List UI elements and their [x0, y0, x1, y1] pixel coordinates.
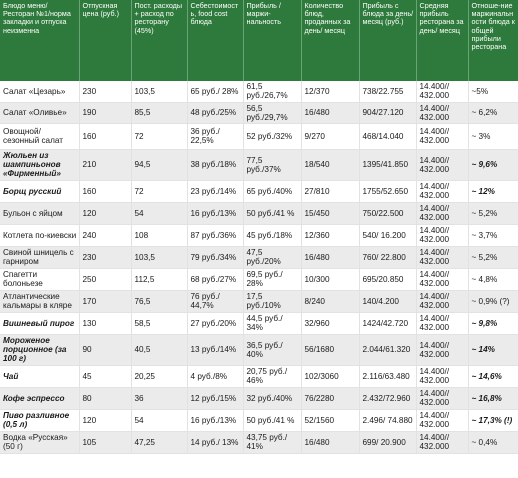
cell-food-cost: 12 руб./15% — [187, 387, 243, 409]
cell-price: 105 — [79, 431, 131, 453]
cell-margin-ratio: ~ 3,7% — [468, 224, 518, 246]
cell-quantity: 27/810 — [301, 180, 359, 202]
cell-dish-name: Овощной/ сезонный салат — [0, 123, 79, 149]
cell-price: 130 — [79, 312, 131, 334]
header-fixed-costs: Пост. расходы + расход по ресторану (45%) — [131, 0, 187, 81]
cell-price: 230 — [79, 246, 131, 268]
cell-food-cost: 4 руб./8% — [187, 365, 243, 387]
cell-food-cost: 16 руб./13% — [187, 409, 243, 431]
cell-dish-profit: 904/27.120 — [359, 102, 416, 123]
table-row — [0, 123, 518, 149]
cell-food-cost: 27 руб./20% — [187, 312, 243, 334]
cell-fixed-costs: 58,5 — [131, 312, 187, 334]
cell-avg-profit: 14.400// 432.000 — [416, 334, 468, 365]
cell-margin-ratio: ~ 6,2% — [468, 102, 518, 123]
cell-dish-profit: 1755/52.650 — [359, 180, 416, 202]
cell-avg-profit: 14.400// 432.000 — [416, 290, 468, 312]
cell-avg-profit: 14.400// 432.000 — [416, 246, 468, 268]
cell-avg-profit: 14.400// 432.000 — [416, 268, 468, 290]
cell-avg-profit: 14.400// 432.000 — [416, 123, 468, 149]
cell-food-cost: 13 руб./14% — [187, 334, 243, 365]
cell-dish-name: Свиной шницель с гарниром — [0, 246, 79, 268]
header-dish: Блюдо меню/ Ресторан №1/норма закладки и отпуска неизменна — [0, 0, 79, 81]
cell-quantity: 15/450 — [301, 202, 359, 224]
cell-dish-profit: 1395/41.850 — [359, 149, 416, 180]
cell-dish-name: Чай — [0, 365, 79, 387]
cell-fixed-costs: 40,5 — [131, 334, 187, 365]
cell-avg-profit: 14.400// 432.000 — [416, 431, 468, 453]
cell-margin: 56,5 руб./29,7% — [243, 102, 301, 123]
cell-margin: 77,5 руб./37% — [243, 149, 301, 180]
cell-dish-profit: 699/ 20.900 — [359, 431, 416, 453]
cell-margin-ratio: ~ 3% — [468, 123, 518, 149]
table-row — [0, 180, 518, 202]
table-body — [0, 81, 518, 453]
cell-avg-profit: 14.400// 432.000 — [416, 224, 468, 246]
cell-margin-ratio: ~ 5,2% — [468, 246, 518, 268]
cell-avg-profit: 14.400// 432.000 — [416, 102, 468, 123]
cell-price: 80 — [79, 387, 131, 409]
cell-fixed-costs: 72 — [131, 180, 187, 202]
cell-avg-profit: 14.400// 432.000 — [416, 180, 468, 202]
cell-avg-profit: 14.400// 432.000 — [416, 81, 468, 102]
cell-margin: 61,5 руб./26,7% — [243, 81, 301, 102]
cell-avg-profit: 14.400// 432.000 — [416, 149, 468, 180]
cell-fixed-costs: 85,5 — [131, 102, 187, 123]
cell-margin: 32 руб./40% — [243, 387, 301, 409]
table-row — [0, 312, 518, 334]
cell-food-cost: 48 руб./25% — [187, 102, 243, 123]
cell-margin: 47,5 руб./20% — [243, 246, 301, 268]
cell-price: 250 — [79, 268, 131, 290]
cell-dish-name: Вишневый пирог — [0, 312, 79, 334]
header-margin: Прибыль /маржи-нальность — [243, 0, 301, 81]
cell-margin: 52 руб./32% — [243, 123, 301, 149]
cell-margin-ratio: ~ 17,3% (!) — [468, 409, 518, 431]
cell-food-cost: 76 руб./ 44,7% — [187, 290, 243, 312]
cell-quantity: 12/370 — [301, 81, 359, 102]
table-row — [0, 365, 518, 387]
cell-price: 45 — [79, 365, 131, 387]
cell-margin-ratio: ~ 0,4% — [468, 431, 518, 453]
cell-dish-profit: 750/22.500 — [359, 202, 416, 224]
cell-dish-name: Спагетти болоньезе — [0, 268, 79, 290]
cell-dish-name: Атлантические кальмары в кляре — [0, 290, 79, 312]
cell-dish-name: Котлета по-киевски — [0, 224, 79, 246]
cell-quantity: 32/960 — [301, 312, 359, 334]
cell-dish-profit: 2.044/61.320 — [359, 334, 416, 365]
cell-quantity: 12/360 — [301, 224, 359, 246]
cell-dish-name: Водка «Русская» (50 г) — [0, 431, 79, 453]
cell-fixed-costs: 72 — [131, 123, 187, 149]
header-row — [0, 0, 518, 81]
table-row — [0, 290, 518, 312]
cell-avg-profit: 14.400// 432.000 — [416, 387, 468, 409]
header-margin-ratio: Отноше-ние маржинальности блюда к общей прибыли ресторана — [468, 0, 518, 81]
cell-margin-ratio: ~5% — [468, 81, 518, 102]
table-row — [0, 102, 518, 123]
header-dish-profit: Прибыль с блюда за день/месяц (руб.) — [359, 0, 416, 81]
cell-margin: 50 руб./41 % — [243, 409, 301, 431]
cell-quantity: 52/1560 — [301, 409, 359, 431]
table-row — [0, 246, 518, 268]
cell-quantity: 76/2280 — [301, 387, 359, 409]
cell-avg-profit: 14.400// 432.000 — [416, 409, 468, 431]
cell-margin: 50 руб./41 % — [243, 202, 301, 224]
table-row — [0, 149, 518, 180]
cell-price: 170 — [79, 290, 131, 312]
cell-dish-profit: 540/ 16.200 — [359, 224, 416, 246]
cell-fixed-costs: 54 — [131, 409, 187, 431]
cell-quantity: 102/3060 — [301, 365, 359, 387]
cell-dish-profit: 2.496/ 74.880 — [359, 409, 416, 431]
cell-margin: 45 руб./18% — [243, 224, 301, 246]
cell-food-cost: 68 руб./27% — [187, 268, 243, 290]
cell-quantity: 16/480 — [301, 431, 359, 453]
cell-price: 240 — [79, 224, 131, 246]
cell-quantity: 16/480 — [301, 246, 359, 268]
table-row — [0, 431, 518, 453]
cell-margin-ratio: ~ 14% — [468, 334, 518, 365]
cell-avg-profit: 14.400// 432.000 — [416, 312, 468, 334]
cell-food-cost: 16 руб./13% — [187, 202, 243, 224]
cell-price: 190 — [79, 102, 131, 123]
cell-fixed-costs: 108 — [131, 224, 187, 246]
cell-quantity: 8/240 — [301, 290, 359, 312]
cell-margin: 65 руб./40% — [243, 180, 301, 202]
cell-margin-ratio: ~ 9,8% — [468, 312, 518, 334]
table-row — [0, 387, 518, 409]
table-header — [0, 0, 518, 81]
cell-food-cost: 65 руб./ 28% — [187, 81, 243, 102]
cell-margin: 43,75 руб./ 41% — [243, 431, 301, 453]
table-row — [0, 409, 518, 431]
cell-margin-ratio: ~ 0,9% (?) — [468, 290, 518, 312]
cell-dish-profit: 738/22.755 — [359, 81, 416, 102]
cell-food-cost: 38 руб./18% — [187, 149, 243, 180]
cell-dish-name: Салат «Оливье» — [0, 102, 79, 123]
cell-fixed-costs: 94,5 — [131, 149, 187, 180]
cell-margin-ratio: ~ 5,2% — [468, 202, 518, 224]
cell-fixed-costs: 54 — [131, 202, 187, 224]
cell-price: 90 — [79, 334, 131, 365]
header-food-cost: Себестоимость, food cost блюда — [187, 0, 243, 81]
table-row — [0, 81, 518, 102]
cell-quantity: 56/1680 — [301, 334, 359, 365]
cell-avg-profit: 14.400// 432.000 — [416, 365, 468, 387]
cell-dish-profit: 2.432/72.960 — [359, 387, 416, 409]
cell-dish-name: Салат «Цезарь» — [0, 81, 79, 102]
cell-dish-name: Пиво разливное (0,5 л) — [0, 409, 79, 431]
cell-dish-name: Кофе эспрессо — [0, 387, 79, 409]
cell-food-cost: 79 руб./34% — [187, 246, 243, 268]
cell-price: 120 — [79, 409, 131, 431]
table-row — [0, 334, 518, 365]
cell-margin-ratio: ~ 9,6% — [468, 149, 518, 180]
cell-price: 160 — [79, 180, 131, 202]
cell-fixed-costs: 20,25 — [131, 365, 187, 387]
cell-dish-name: Бульон с яйцом — [0, 202, 79, 224]
cell-fixed-costs: 47,25 — [131, 431, 187, 453]
header-quantity: Количество блюд, проданных за день/ месяц — [301, 0, 359, 81]
cell-dish-name: Жюльен из шампиньонов «Фирменный» — [0, 149, 79, 180]
cell-food-cost: 36 руб./ 22,5% — [187, 123, 243, 149]
cell-dish-profit: 140/4.200 — [359, 290, 416, 312]
cell-price: 230 — [79, 81, 131, 102]
cell-quantity: 16/480 — [301, 102, 359, 123]
cell-fixed-costs: 76,5 — [131, 290, 187, 312]
cell-fixed-costs: 112,5 — [131, 268, 187, 290]
cell-quantity: 10/300 — [301, 268, 359, 290]
cell-price: 160 — [79, 123, 131, 149]
cell-fixed-costs: 103,5 — [131, 81, 187, 102]
cell-dish-name: Борщ русский — [0, 180, 79, 202]
cell-price: 120 — [79, 202, 131, 224]
cell-dish-profit: 468/14.040 — [359, 123, 416, 149]
cell-fixed-costs: 36 — [131, 387, 187, 409]
cell-quantity: 18/540 — [301, 149, 359, 180]
cell-margin: 17,5 руб./10% — [243, 290, 301, 312]
cell-margin-ratio: ~ 12% — [468, 180, 518, 202]
cell-quantity: 9/270 — [301, 123, 359, 149]
cell-margin-ratio: ~ 14,6% — [468, 365, 518, 387]
cell-margin-ratio: ~ 4,8% — [468, 268, 518, 290]
cell-dish-profit: 695/20.850 — [359, 268, 416, 290]
cell-margin: 44,5 руб./ 34% — [243, 312, 301, 334]
table-row — [0, 268, 518, 290]
cell-dish-profit: 2.116/63.480 — [359, 365, 416, 387]
cell-dish-profit: 760/ 22.800 — [359, 246, 416, 268]
table-row — [0, 202, 518, 224]
cell-fixed-costs: 103,5 — [131, 246, 187, 268]
cell-food-cost: 14 руб./ 13% — [187, 431, 243, 453]
cell-price: 210 — [79, 149, 131, 180]
cell-margin: 20,75 руб./ 46% — [243, 365, 301, 387]
cell-avg-profit: 14.400// 432.000 — [416, 202, 468, 224]
cell-dish-name: Мороженое порционное (за 100 г) — [0, 334, 79, 365]
cell-margin-ratio: ~ 16,8% — [468, 387, 518, 409]
cell-margin: 36,5 руб./ 40% — [243, 334, 301, 365]
cell-food-cost: 23 руб./14% — [187, 180, 243, 202]
cell-margin: 69,5 руб./ 28% — [243, 268, 301, 290]
table-row — [0, 224, 518, 246]
header-price: Отпускная цена (руб.) — [79, 0, 131, 81]
cell-food-cost: 87 руб./36% — [187, 224, 243, 246]
header-avg-profit: Средняя прибыль ресторана за день/ месяц — [416, 0, 468, 81]
cell-dish-profit: 1424/42.720 — [359, 312, 416, 334]
